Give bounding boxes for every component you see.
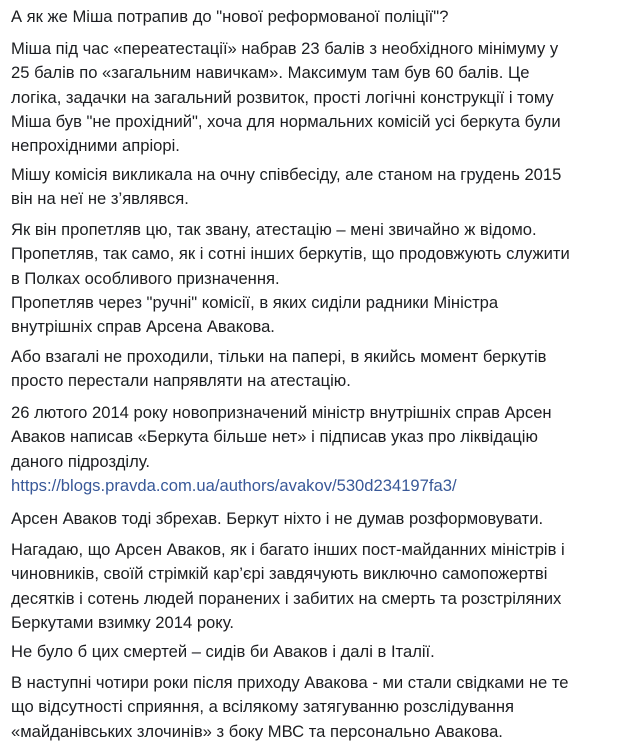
blog-link[interactable]: https://blogs.pravda.com.ua/authors/avakov/530d234197fa3/ <box>11 475 457 495</box>
text-line: А як же Міша потрапив до "нової реформованої поліції"? <box>11 7 449 26</box>
text-line: Мішу комісія викликала на очну співбесіду, але станом на грудень 2015 <box>11 165 562 184</box>
text-line: десятків і сотень людей поранених і забитих на смерть та розстріляних <box>11 588 562 608</box>
text-line: Міша був "не прохідний", хоча для нормальних комісій усі беркута були <box>11 111 561 131</box>
paragraph-four-years <box>11 671 569 744</box>
text-line: непрохідними апріорі. <box>11 136 180 156</box>
paragraph-italy <box>11 640 435 664</box>
text-line: чиновників, своїй стрімкій кар’єрі завдячують виключно самопожертві <box>11 564 548 584</box>
text-line: Або взагалі не проходили, тільки на папері, в якийсь момент беркутів <box>11 347 547 366</box>
text-line: Як він пропетляв цю, так звану, атестацію – мені звичайно ж відомо. <box>11 220 537 239</box>
text-line: в Полках особливого призначення. <box>11 268 280 288</box>
text-line: «майданівських злочинів» з боку МВС та персонально Авакова. <box>11 721 503 741</box>
text-line: Пропетляв, так само, як і сотні інших беркутів, що продовжують служити <box>11 244 570 264</box>
text-line: внутрішніх справ Арсена Авакова. <box>11 317 275 337</box>
paragraph-reattestation <box>11 37 561 158</box>
paragraph-reminder <box>11 538 565 635</box>
paragraph-decree <box>11 401 552 498</box>
text-line: В наступні чотири роки після приходу Авакова - ми стали свідками не те <box>11 673 569 692</box>
text-line: логіка, задачки на загальний розвиток, прості логічні конструкції і тому <box>11 87 554 107</box>
paragraph-how-passed <box>11 218 570 339</box>
text-line: Міша під час «переатестації» набрав 23 балів з необхідного мінімуму у <box>11 39 559 58</box>
text-line: даного підрозділу. <box>11 451 150 471</box>
text-line: Беркутами взимку 2014 року. <box>11 612 234 632</box>
text-line: Аваков написав «Беркута більше нет» і підписав указ про ліквідацію <box>11 427 538 447</box>
text-line: 25 балів по «загальним навичкам». Максимум там був 60 балів. Це <box>11 63 530 83</box>
text-line: Арсен Аваков тоді збрехав. Беркут ніхто і не думав розформовувати. <box>11 509 544 528</box>
text-line: Нагадаю, що Арсен Аваков, як і багато інших пост-майданних міністрів і <box>11 540 565 559</box>
paragraph-interview <box>11 163 561 212</box>
paragraph-not-passed <box>11 345 546 394</box>
text-line: Пропетляв через "ручні" комісії, в яких сиділи радники Міністра <box>11 292 499 312</box>
text-line: 26 лютого 2014 року новопризначений міністр внутрішніх справ Арсен <box>11 403 552 422</box>
text-line: просто перестали напрявляти на атестацію. <box>11 371 351 391</box>
text-line: Не було б цих смертей – сидів би Аваков і далі в Італії. <box>11 642 435 661</box>
paragraph-lied <box>11 507 543 531</box>
paragraph-question <box>11 5 448 29</box>
text-line: він на неї не з’являвся. <box>11 189 189 209</box>
text-line: що відсутності сприяння, а всілякому затягуванню розслідування <box>11 697 515 717</box>
